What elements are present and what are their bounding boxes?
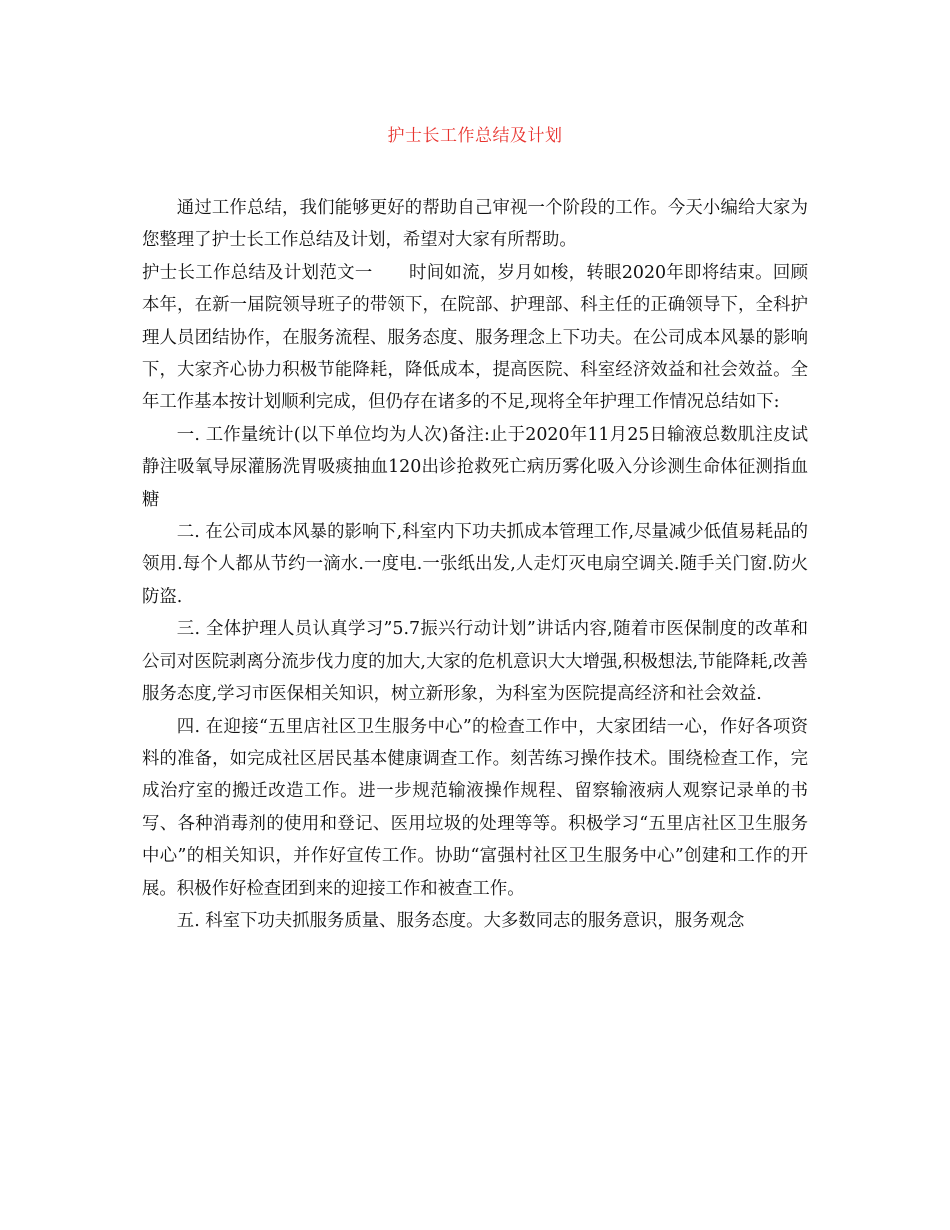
list-item-4: 四. 在迎接“五里店社区卫生服务中心”的检查工作中，大家团结一心，作好各项资料的准备，如完成社区居民基本健康调查工作。刻苦练习操作技术。围绕检查工作，完成治疗室的搬迁改造工作。进一步规范输液操作规程、留察输液病人观察记录单的书写、各种消毒剂的使用和登记、医用垃圾的处理等等。积极学习“五里店社区卫生服务中心”的相关知识，并作好宣传工作。协助“富强村社区卫生服务中心”创建和工作的开展。积极作好检查团到来的迎接工作和被查工作。	[142, 716, 808, 899]
intro-paragraph: 通过工作总结，我们能够更好的帮助自己审视一个阶段的工作。今天小编给大家为您整理了护士长工作总结及计划，希望对大家有所帮助。	[142, 198, 808, 251]
list-item-3: 三. 全体护理人员认真学习”5.7振兴行动计划”讲话内容,随着市医保制度的改革和公司对医院剥离分流步伐力度的加大,大家的危机意识大大增强,积极想法,节能降耗,改善服务态度,学习市医保相关知识，树立新形象，为科室为医院提高经济和社会效益.	[142, 619, 808, 705]
section-label: 护士长工作总结及计划范文一	[142, 262, 373, 283]
section-text: 时间如流，岁月如梭，转眼2020年即将结束。回顾本年，在新一届院领导班子的带领下，在院部、护理部、科主任的正确领导下，全科护理人员团结协作，在服务流程、服务态度、服务理念上下功夫。在公司成本风暴的影响下，大家齐心协力积极节能降耗，降低成本，提高医院、科室经济效益和社会效益。全年工作基本按计划顺利完成，但仍存在诸多的不足,现将全年护理工作情况总结如下:	[142, 262, 808, 413]
document-title: 护士长工作总结及计划	[387, 126, 563, 146]
document-body	[142, 192, 808, 937]
list-item-5: 五. 科室下功夫抓服务质量、服务态度。大多数同志的服务意识，服务观念	[176, 910, 745, 931]
list-item-1: 一. 工作量统计(以下单位均为人次)备注:止于2020年11月25日输液总数肌注皮试静注吸氧导尿灌肠洗胃吸痰抽血120出诊抢救死亡病历雾化吸入分诊测生命体征测指血糖	[142, 424, 808, 510]
list-item-2: 二. 在公司成本风暴的影响下,科室内下功夫抓成本管理工作,尽量减少低值易耗品的领用.每个人都从节约一滴水.一度电.一张纸出发,人走灯灭电扇空调关.随手关门窗.防火防盗.	[142, 522, 808, 607]
section-paragraph	[142, 257, 808, 419]
